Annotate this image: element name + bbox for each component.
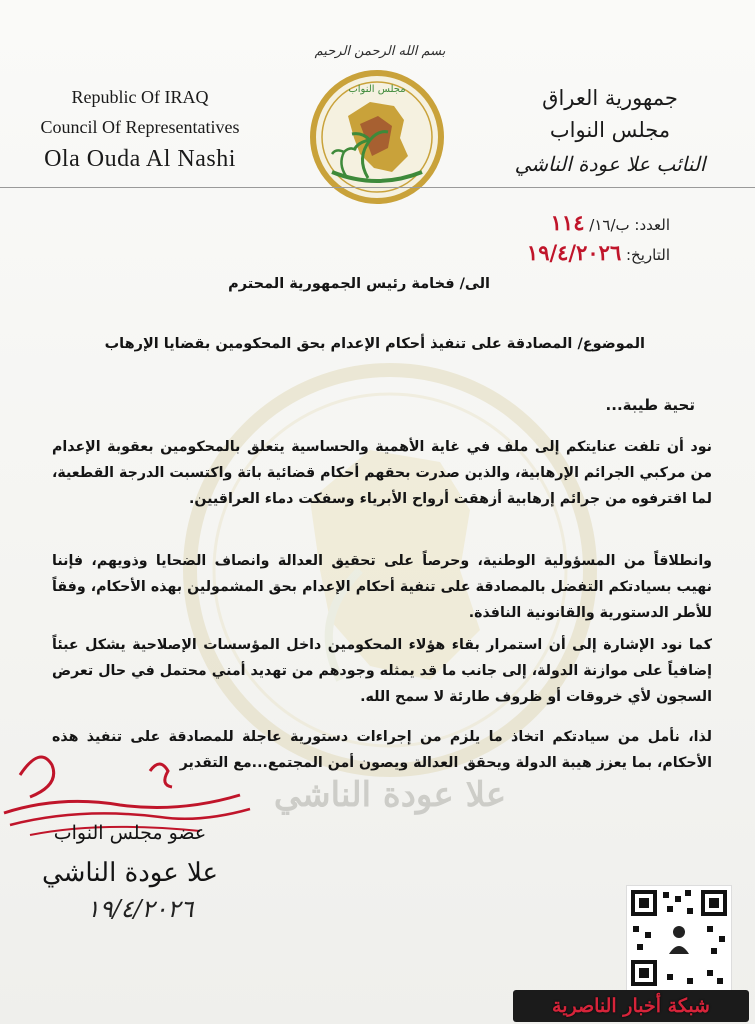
reference-date-value: ١٩/٤/٢٠٢٦: [526, 240, 622, 265]
country-name-en: Republic Of IRAQ: [71, 87, 209, 107]
signature-date: ١٩/٤/٢٠٢٦: [86, 895, 194, 923]
signatory-name: علا عودة الناشي: [41, 858, 219, 888]
reference-number-row: [527, 208, 670, 238]
council-name-ar: مجلس النواب: [549, 118, 671, 142]
emblem-text: مجلس النواب: [348, 84, 406, 95]
arabic-letterhead: [505, 82, 715, 182]
country-name-ar: جمهورية العراق: [542, 86, 678, 110]
subject-line: الموضوع/ المصادقة على تنفيذ أحكام الإعدام بحق المحكومين بقضايا الإرهاب: [104, 336, 645, 352]
reference-number-value: ١١٤: [550, 210, 585, 235]
reference-date-row: [527, 238, 670, 268]
header-divider: [0, 187, 755, 188]
qr-code-icon: [626, 885, 732, 991]
addressee: الى/ فخامة رئيس الجمهورية المحترم: [228, 276, 490, 292]
body-paragraph-1: نود أن تلفت عنايتكم إلى ملف في غاية الأهمية والحساسية يتعلق بالمحكومين بعقوبة الإعدام من مركبي الجرائم الإرهابية، والذين صدرت بحقهم أحكام قضائية باتة واكتسبت الدرجة القطعية، لما اقترفوه من جرائم إرهابية أزهقت أرواح الأبرياء وسفكت دماء العراقيين.: [52, 439, 712, 507]
news-network-logo: [513, 990, 749, 1022]
member-name-ar: النائب علا عودة الناشي: [514, 152, 706, 176]
body-paragraph-2: وانطلاقاً من المسؤولية الوطنية، وحرصاً على تحقيق العدالة وانصاف الضحايا وذويهم، فإننا نهيب بسيادتكم التفضل بالمصادقة على تنفية أحكام الإعدام بحق المشمولين بهذه الأحكام، وفقاً للأطر الدستورية والقانونية النافذة.: [52, 553, 712, 621]
stamp-name: علا عودة الناشي: [273, 775, 507, 815]
body-paragraph-4: لذا، نأمل من سيادتكم اتخاذ ما يلزم من إجراءات دستورية عاجلة للمصادقة على تنفيذ هذه الأحكام، بما يعزز هيبة الدولة ويحقق العدالة ويصون أمن المجتمع...مع التقدير: [52, 729, 712, 771]
council-name-en: Council Of Representatives: [40, 117, 240, 137]
bismillah: بسم الله الرحمن الرحيم: [314, 44, 446, 59]
body-paragraph-3: كما نود الإشارة إلى أن استمرار بقاء هؤلاء المحكومين داخل المؤسسات الإصلاحية يشكل عبئاً إضافياً على موازنة الدولة، إلى جانب ما قد يمثله وجودهم من تهديد أمني محتمل في حال تعرض السجون لأي خروقات أو ظروف طارئة لا سمح الله.: [52, 637, 712, 705]
signatory-title: عضو مجلس النواب: [53, 822, 207, 844]
parliament-emblem-icon: [308, 68, 446, 206]
reference-block: [527, 208, 670, 268]
greeting: تحية طيبة...: [605, 396, 695, 414]
english-letterhead: [30, 82, 250, 176]
member-name-en: Ola Ouda Al Nashi: [44, 146, 236, 172]
reference-date-label: التاريخ:: [626, 246, 670, 264]
news-network-logo-text: شبكة أخبار الناصرية: [552, 995, 710, 1017]
reference-number-label: العدد: ب/١٦/: [589, 216, 670, 234]
